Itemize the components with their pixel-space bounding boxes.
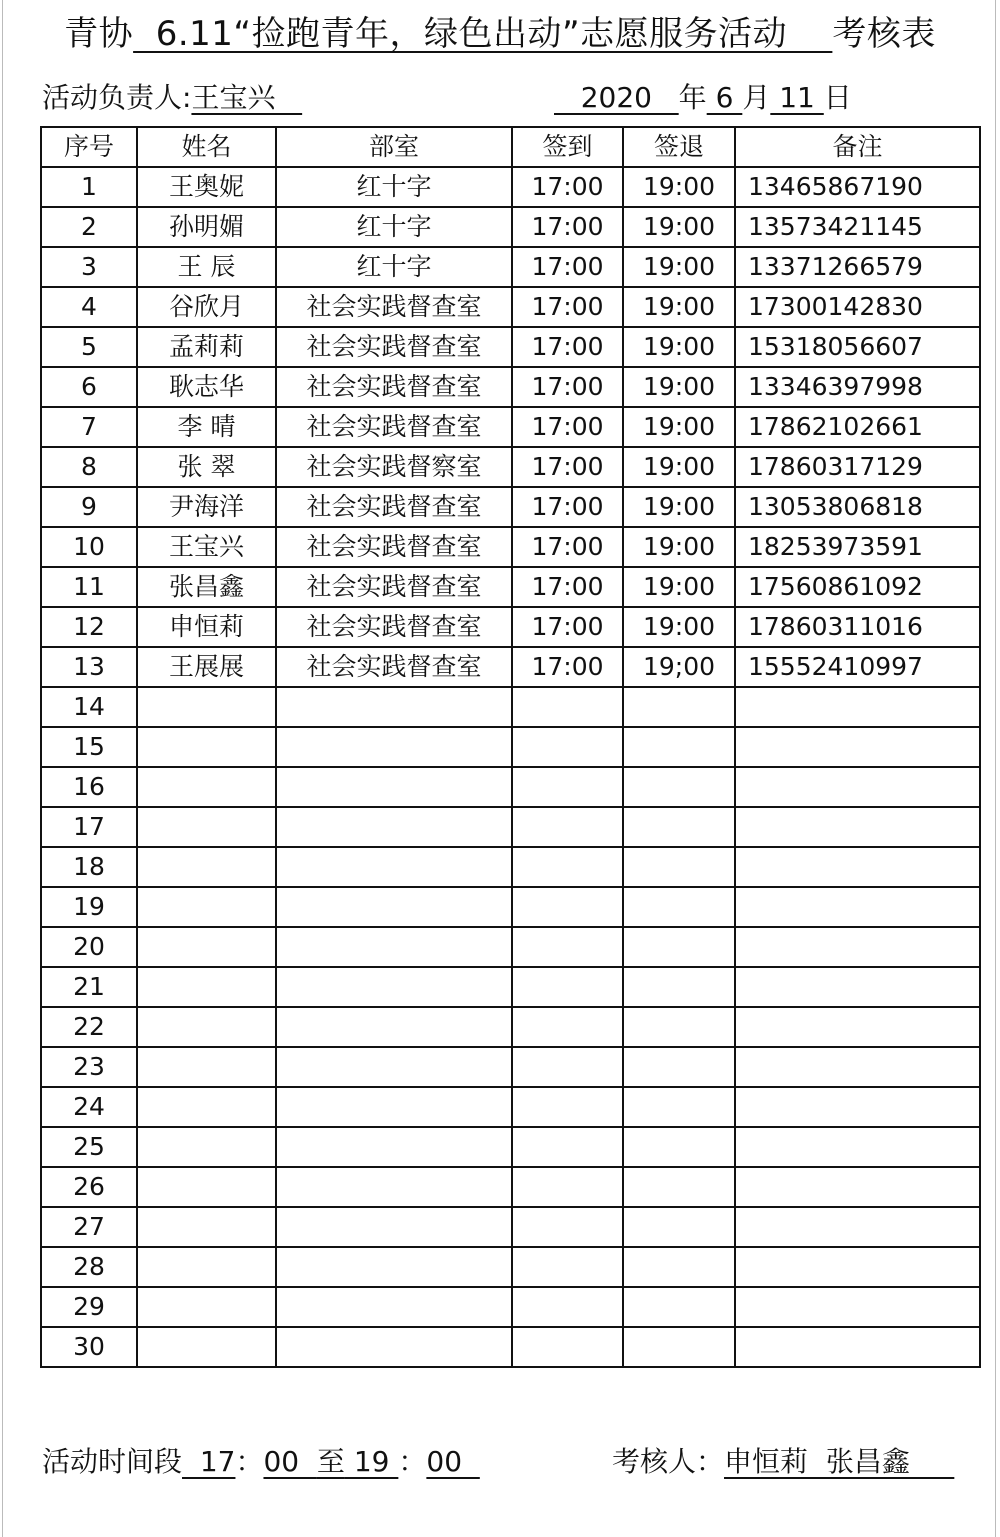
cell-sign-out: 19:00 xyxy=(623,247,735,287)
table-row xyxy=(41,1127,980,1167)
cell-sign-in: 17:00 xyxy=(512,607,623,647)
cell-name xyxy=(137,1247,276,1287)
cell-index: 23 xyxy=(41,1047,137,1087)
cell-notes: 18253973591 xyxy=(735,527,980,567)
cell-sign-in xyxy=(512,687,623,727)
cell-index: 17 xyxy=(41,807,137,847)
cell-name xyxy=(137,687,276,727)
cell-department: 社会实践督查室 xyxy=(276,327,512,367)
leader-name: 王宝兴 xyxy=(191,81,303,114)
cell-department xyxy=(276,1287,512,1327)
table-row xyxy=(41,487,980,527)
cell-notes xyxy=(735,1087,980,1127)
cell-sign-out xyxy=(623,1167,735,1207)
table-row xyxy=(41,1287,980,1327)
cell-department: 社会实践督察室 xyxy=(276,447,512,487)
cell-department xyxy=(276,807,512,847)
table-row xyxy=(41,807,980,847)
cell-sign-out: 19:00 xyxy=(623,607,735,647)
cell-index: 7 xyxy=(41,407,137,447)
cell-name xyxy=(137,967,276,1007)
leader-label: 活动负责人: xyxy=(42,81,192,114)
table-body xyxy=(41,167,980,1367)
date-year-label: 年 xyxy=(678,81,707,114)
cell-department xyxy=(276,1167,512,1207)
cell-notes: 13465867190 xyxy=(735,167,980,207)
start-sep: ： xyxy=(235,1445,264,1478)
table-row xyxy=(41,287,980,327)
cell-sign-out xyxy=(623,1007,735,1047)
cell-sign-in: 17:00 xyxy=(512,167,623,207)
cell-name: 王展展 xyxy=(137,647,276,687)
date-day: 11 xyxy=(770,81,824,114)
cell-sign-in xyxy=(512,727,623,767)
cell-department: 社会实践督查室 xyxy=(276,287,512,327)
cell-department: 社会实践督查室 xyxy=(276,567,512,607)
col-header-sign-out: 签退 xyxy=(623,127,735,167)
cell-index: 22 xyxy=(41,1007,137,1047)
cell-index: 24 xyxy=(41,1087,137,1127)
cell-notes xyxy=(735,727,980,767)
header-line xyxy=(42,76,982,120)
cell-sign-in xyxy=(512,1327,623,1367)
document-title xyxy=(0,10,1000,58)
cell-name xyxy=(137,1047,276,1087)
cell-notes: 17862102661 xyxy=(735,407,980,447)
table-row xyxy=(41,407,980,447)
cell-notes xyxy=(735,967,980,1007)
cell-department xyxy=(276,1047,512,1087)
cell-index: 21 xyxy=(41,967,137,1007)
cell-sign-out: 19:00 xyxy=(623,207,735,247)
cell-notes: 13053806818 xyxy=(735,487,980,527)
cell-sign-in: 17:00 xyxy=(512,527,623,567)
date xyxy=(554,76,852,120)
cell-sign-out xyxy=(623,1327,735,1367)
cell-department: 红十字 xyxy=(276,207,512,247)
cell-index: 30 xyxy=(41,1327,137,1367)
cell-department: 红十字 xyxy=(276,167,512,207)
cell-name: 谷欣月 xyxy=(137,287,276,327)
cell-sign-out: 19:00 xyxy=(623,447,735,487)
table-row xyxy=(41,687,980,727)
cell-sign-in xyxy=(512,1167,623,1207)
cell-notes: 13346397998 xyxy=(735,367,980,407)
table-row xyxy=(41,1167,980,1207)
cell-index: 12 xyxy=(41,607,137,647)
cell-sign-out: 19:00 xyxy=(623,567,735,607)
cell-sign-out xyxy=(623,1047,735,1087)
cell-notes xyxy=(735,1247,980,1287)
title-suffix: 考核表 xyxy=(832,14,936,54)
cell-index: 25 xyxy=(41,1127,137,1167)
cell-name: 王宝兴 xyxy=(137,527,276,567)
table-row xyxy=(41,247,980,287)
cell-notes xyxy=(735,1167,980,1207)
cell-department xyxy=(276,1247,512,1287)
table-row xyxy=(41,1047,980,1087)
col-header-notes: 备注 xyxy=(735,127,980,167)
date-month-label: 月 xyxy=(742,81,771,114)
cell-notes: 15552410997 xyxy=(735,647,980,687)
cell-notes xyxy=(735,1287,980,1327)
cell-name xyxy=(137,807,276,847)
table-row xyxy=(41,767,980,807)
cell-sign-in xyxy=(512,1287,623,1327)
cell-index: 28 xyxy=(41,1247,137,1287)
table-row xyxy=(41,607,980,647)
cell-department: 社会实践督查室 xyxy=(276,367,512,407)
table-row xyxy=(41,647,980,687)
cell-department xyxy=(276,687,512,727)
cell-notes: 13573421145 xyxy=(735,207,980,247)
cell-department xyxy=(276,1327,512,1367)
cell-sign-in: 17:00 xyxy=(512,367,623,407)
cell-index: 9 xyxy=(41,487,137,527)
cell-name xyxy=(137,1007,276,1047)
cell-name xyxy=(137,847,276,887)
cell-sign-in: 17:00 xyxy=(512,207,623,247)
cell-sign-out xyxy=(623,687,735,727)
cell-index: 15 xyxy=(41,727,137,767)
cell-department: 社会实践督查室 xyxy=(276,607,512,647)
cell-sign-out: 19:00 xyxy=(623,407,735,447)
period-label: 活动时间段 xyxy=(42,1445,183,1478)
assessor-label: 考核人： xyxy=(612,1445,725,1478)
cell-department xyxy=(276,1207,512,1247)
cell-notes xyxy=(735,927,980,967)
title-prefix: 青协 xyxy=(64,14,134,54)
cell-name xyxy=(137,1327,276,1367)
cell-notes xyxy=(735,1127,980,1167)
cell-sign-in xyxy=(512,927,623,967)
cell-notes xyxy=(735,1047,980,1087)
cell-index: 27 xyxy=(41,1207,137,1247)
cell-notes xyxy=(735,807,980,847)
table-row xyxy=(41,527,980,567)
date-year: 2020 xyxy=(554,81,679,114)
cell-sign-out: 19;00 xyxy=(623,647,735,687)
cell-notes xyxy=(735,1207,980,1247)
cell-sign-out: 19:00 xyxy=(623,367,735,407)
cell-department xyxy=(276,967,512,1007)
cell-sign-out xyxy=(623,1087,735,1127)
cell-sign-out xyxy=(623,1207,735,1247)
table-row xyxy=(41,1327,980,1367)
cell-sign-out xyxy=(623,927,735,967)
cell-index: 26 xyxy=(41,1167,137,1207)
cell-index: 2 xyxy=(41,207,137,247)
date-day-label: 日 xyxy=(823,81,852,114)
table-row xyxy=(41,327,980,367)
cell-sign-in: 17:00 xyxy=(512,567,623,607)
cell-sign-in: 17:00 xyxy=(512,327,623,367)
cell-sign-in: 17:00 xyxy=(512,647,623,687)
end-hour: 19 xyxy=(344,1445,399,1478)
cell-notes xyxy=(735,767,980,807)
cell-sign-in xyxy=(512,967,623,1007)
cell-name xyxy=(137,1287,276,1327)
cell-index: 19 xyxy=(41,887,137,927)
col-header-index: 序号 xyxy=(41,127,137,167)
cell-name: 孟莉莉 xyxy=(137,327,276,367)
cell-notes: 13371266579 xyxy=(735,247,980,287)
cell-name xyxy=(137,1127,276,1167)
cell-name xyxy=(137,927,276,967)
cell-sign-in xyxy=(512,767,623,807)
col-header-name: 姓名 xyxy=(137,127,276,167)
to-label: 至 xyxy=(316,1445,345,1478)
cell-department xyxy=(276,927,512,967)
cell-index: 3 xyxy=(41,247,137,287)
cell-department xyxy=(276,767,512,807)
cell-sign-out: 19:00 xyxy=(623,167,735,207)
cell-notes xyxy=(735,1007,980,1047)
table-row xyxy=(41,367,980,407)
cell-sign-in xyxy=(512,1207,623,1247)
cell-department xyxy=(276,1087,512,1127)
attendance-table xyxy=(40,126,981,1368)
start-hour: 17 xyxy=(182,1445,236,1478)
cell-notes xyxy=(735,687,980,727)
cell-sign-in xyxy=(512,1047,623,1087)
cell-index: 6 xyxy=(41,367,137,407)
cell-index: 20 xyxy=(41,927,137,967)
cell-index: 16 xyxy=(41,767,137,807)
table-header-row xyxy=(41,127,980,167)
cell-index: 11 xyxy=(41,567,137,607)
cell-department xyxy=(276,887,512,927)
col-header-department: 部室 xyxy=(276,127,512,167)
cell-index: 5 xyxy=(41,327,137,367)
cell-index: 8 xyxy=(41,447,137,487)
cell-sign-in xyxy=(512,887,623,927)
cell-sign-in: 17:00 xyxy=(512,447,623,487)
cell-department: 社会实践督查室 xyxy=(276,487,512,527)
cell-notes xyxy=(735,887,980,927)
table-row xyxy=(41,567,980,607)
cell-sign-in xyxy=(512,847,623,887)
table-row xyxy=(41,207,980,247)
cell-notes: 17860311016 xyxy=(735,607,980,647)
cell-name: 王 辰 xyxy=(137,247,276,287)
cell-sign-out: 19:00 xyxy=(623,287,735,327)
cell-name: 张昌鑫 xyxy=(137,567,276,607)
cell-sign-in: 17:00 xyxy=(512,247,623,287)
cell-notes: 17560861092 xyxy=(735,567,980,607)
cell-sign-out xyxy=(623,847,735,887)
date-month: 6 xyxy=(706,81,743,114)
cell-name: 申恒莉 xyxy=(137,607,276,647)
cell-sign-in xyxy=(512,1007,623,1047)
end-sep: ： xyxy=(398,1445,427,1478)
cell-name xyxy=(137,727,276,767)
assessor-names: 申恒莉 张昌鑫 xyxy=(724,1445,955,1478)
end-minute: 00 xyxy=(426,1445,480,1478)
cell-sign-out xyxy=(623,727,735,767)
table-row xyxy=(41,167,980,207)
cell-name xyxy=(137,1087,276,1127)
assessor xyxy=(612,1440,954,1484)
cell-sign-in: 17:00 xyxy=(512,287,623,327)
cell-name: 耿志华 xyxy=(137,367,276,407)
cell-sign-out xyxy=(623,1127,735,1167)
cell-sign-out xyxy=(623,807,735,847)
cell-sign-out: 19:00 xyxy=(623,487,735,527)
cell-department xyxy=(276,1127,512,1167)
cell-name: 王奥妮 xyxy=(137,167,276,207)
table-row xyxy=(41,727,980,767)
cell-sign-out xyxy=(623,967,735,1007)
table-row xyxy=(41,887,980,927)
cell-sign-out xyxy=(623,1247,735,1287)
cell-sign-out: 19:00 xyxy=(623,327,735,367)
cell-department: 红十字 xyxy=(276,247,512,287)
cell-index: 4 xyxy=(41,287,137,327)
cell-department xyxy=(276,847,512,887)
cell-notes: 15318056607 xyxy=(735,327,980,367)
cell-sign-in: 17:00 xyxy=(512,407,623,447)
cell-index: 14 xyxy=(41,687,137,727)
cell-notes: 17860317129 xyxy=(735,447,980,487)
cell-index: 1 xyxy=(41,167,137,207)
cell-sign-out xyxy=(623,887,735,927)
cell-index: 10 xyxy=(41,527,137,567)
cell-department: 社会实践督查室 xyxy=(276,527,512,567)
cell-sign-in xyxy=(512,1087,623,1127)
cell-name: 张 翠 xyxy=(137,447,276,487)
cell-notes xyxy=(735,847,980,887)
cell-name xyxy=(137,767,276,807)
cell-name xyxy=(137,1207,276,1247)
table-row xyxy=(41,1007,980,1047)
col-header-sign-in: 签到 xyxy=(512,127,623,167)
table-row xyxy=(41,1247,980,1287)
cell-sign-out xyxy=(623,1287,735,1327)
table-row xyxy=(41,847,980,887)
cell-department xyxy=(276,727,512,767)
cell-index: 29 xyxy=(41,1287,137,1327)
start-minute: 00 xyxy=(263,1445,317,1478)
table-row xyxy=(41,1207,980,1247)
cell-notes: 17300142830 xyxy=(735,287,980,327)
table-row xyxy=(41,1087,980,1127)
cell-notes xyxy=(735,1327,980,1367)
cell-name xyxy=(137,1167,276,1207)
cell-sign-out xyxy=(623,767,735,807)
cell-sign-in: 17:00 xyxy=(512,487,623,527)
cell-sign-in xyxy=(512,1127,623,1167)
cell-department: 社会实践督查室 xyxy=(276,407,512,447)
cell-name: 孙明媚 xyxy=(137,207,276,247)
cell-name: 尹海洋 xyxy=(137,487,276,527)
table-row xyxy=(41,967,980,1007)
cell-name: 李 晴 xyxy=(137,407,276,447)
title-event: 6.11“捡跑青年，绿色出动”志愿服务活动 xyxy=(133,14,833,54)
cell-department xyxy=(276,1007,512,1047)
cell-index: 13 xyxy=(41,647,137,687)
cell-index: 18 xyxy=(41,847,137,887)
cell-sign-in xyxy=(512,1247,623,1287)
cell-department: 社会实践督查室 xyxy=(276,647,512,687)
table-row xyxy=(41,927,980,967)
cell-name xyxy=(137,887,276,927)
cell-sign-out: 19:00 xyxy=(623,527,735,567)
table-row xyxy=(41,447,980,487)
footer-line xyxy=(42,1440,992,1484)
cell-sign-in xyxy=(512,807,623,847)
